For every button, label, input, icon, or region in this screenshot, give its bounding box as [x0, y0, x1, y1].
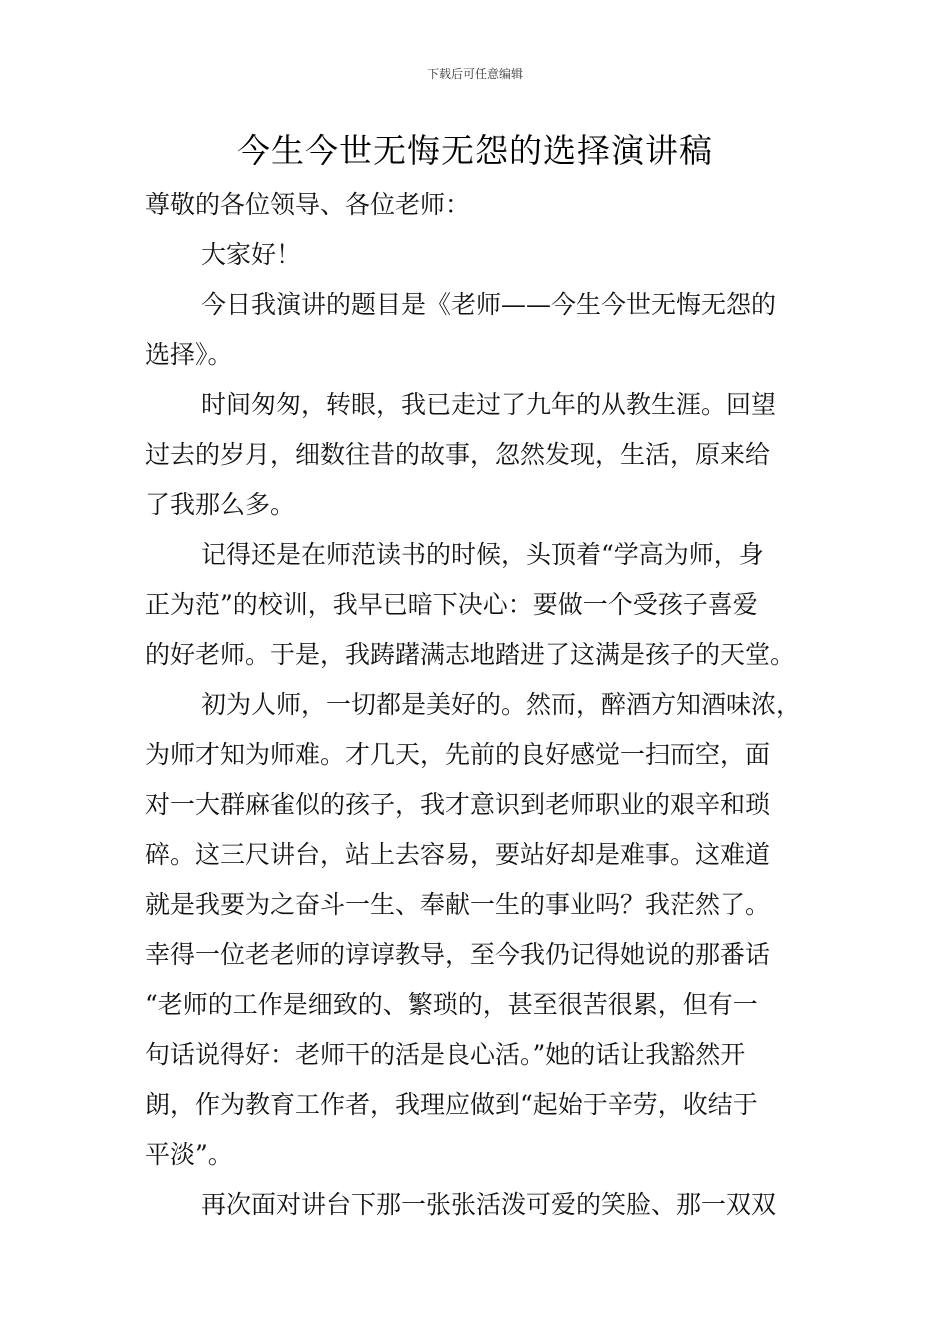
- paragraph-line: 今日我演讲的题目是《老师——今生今世无悔无怨的: [201, 290, 777, 319]
- paragraph-line: 碎。这三尺讲台，站上去容易，要站好却是难事。这难道: [145, 840, 771, 869]
- header-note: 下载后可任意编辑: [426, 67, 523, 81]
- document-body: [145, 180, 825, 1230]
- paragraph-line: 正为范”的校训，我早已暗下决心：要做一个受孩子喜爱: [145, 590, 758, 619]
- paragraph-line: 为师才知为师难。才几天，先前的良好感觉一扫而空，面: [145, 740, 771, 769]
- paragraph-line: “老师的工作是细致的、繁琐的，甚至很苦很累，但有一: [145, 990, 758, 1019]
- paragraph-line: 朗，作为教育工作者，我理应做到“起始于辛劳，收结于: [145, 1090, 758, 1119]
- paragraph-line: 记得还是在师范读书的时候，头顶着“学高为师，身: [201, 540, 764, 569]
- paragraph-line: 再次面对讲台下那一张张活泼可爱的笑脸、那一双双: [201, 1190, 777, 1219]
- paragraph-line: 对一大群麻雀似的孩子，我才意识到老师职业的艰辛和琐: [145, 790, 771, 819]
- paragraph-line: 时间匆匆，转眼，我已走过了九年的从教生涯。回望: [201, 390, 777, 419]
- paragraph-line: 平淡”。: [145, 1140, 233, 1169]
- paragraph-line: 过去的岁月，细数往昔的故事，忽然发现，生活，原来给: [145, 440, 771, 469]
- document-title: 今生今世无悔无怨的选择演讲稿: [237, 131, 713, 170]
- greeting-line: 大家好！: [201, 240, 302, 269]
- paragraph-line: 幸得一位老老师的谆谆教导，至今我仍记得她说的那番话: [145, 940, 771, 969]
- paragraph-line: 的好老师。于是，我踌躇满志地踏进了这满是孩子的天堂。: [145, 640, 796, 669]
- salutation-line: 尊敬的各位领导、各位老师：: [145, 190, 471, 219]
- paragraph-line: 就是我要为之奋斗一生、奉献一生的事业吗？我茫然了。: [145, 890, 771, 919]
- paragraph-line: 初为人师，一切都是美好的。然而，醉酒方知酒味浓，: [201, 690, 802, 719]
- paragraph-line: 选择》。: [145, 340, 233, 369]
- paragraph-line: 了我那么多。: [145, 490, 296, 519]
- paragraph-line: 句话说得好：老师干的活是良心活。”她的话让我豁然开: [145, 1040, 746, 1069]
